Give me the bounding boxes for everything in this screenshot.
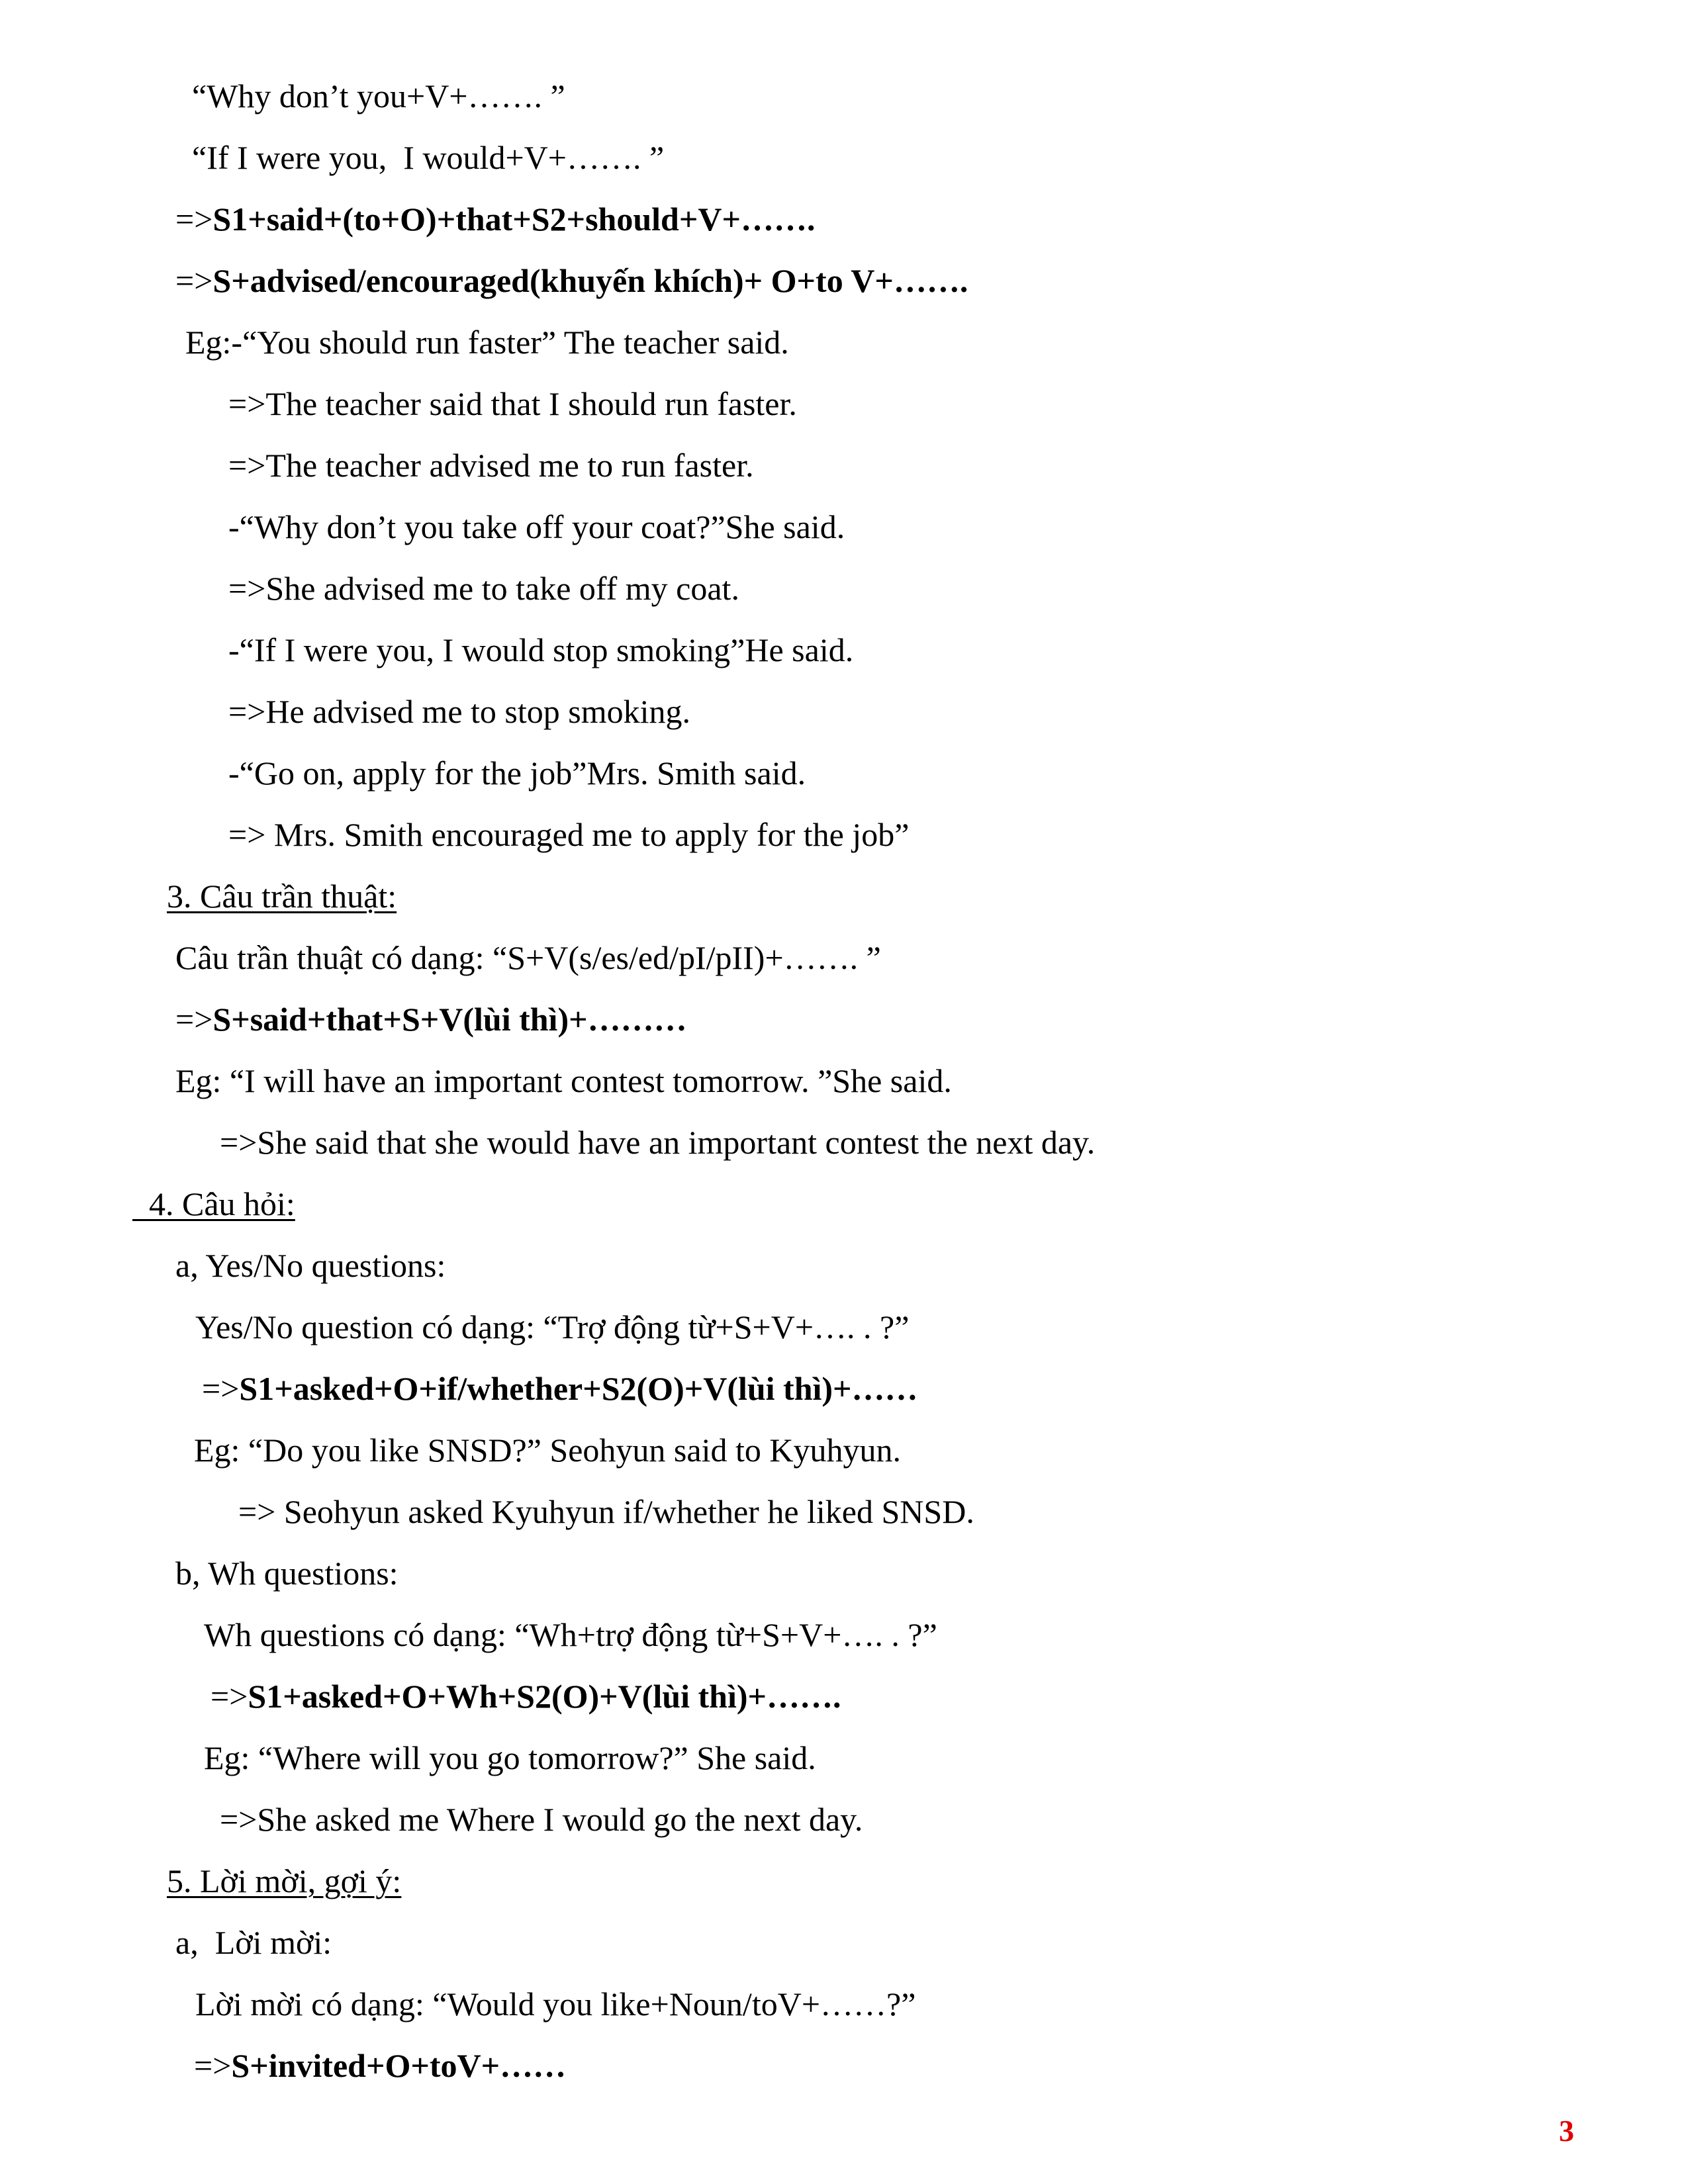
subheading-wh-questions: b, Wh questions: [175,1555,399,1592]
text-line-form: Yes/No question có dạng: “Trợ động từ+S+V+…. . ?” [195,1308,910,1345]
example-line: =>She advised me to take off my coat. [228,570,739,607]
page-number: 3 [1559,2114,1574,2148]
example-line: => Seohyun asked Kyuhyun if/whether he liked SNSD. [238,1493,974,1530]
formula-invited: =>S+invited+O+toV+…… [194,2047,567,2084]
example-line: =>She said that she would have an important contest the next day. [220,1124,1096,1161]
formula-advised-encouraged: =>S+advised/encouraged(khuyến khích)+ O+to V+……. [175,262,968,299]
example-line: =>The teacher advised me to run faster. [228,447,754,484]
text-line-form: Wh questions có dạng: “Wh+trợ động từ+S+V+…. . ?” [204,1616,937,1653]
example-heading-run-faster: Eg:-“You should run faster” The teacher said. [185,324,789,361]
example-line: Eg: “I will have an important contest tomorrow. ”She said. [175,1062,952,1099]
example-line: =>He advised me to stop smoking. [228,693,690,730]
text-line-if-i-were-you: “If I were you, I would+V+……. ” [192,139,665,176]
example-line: =>She asked me Where I would go the next day. [220,1801,863,1838]
subheading-yes-no-questions: a, Yes/No questions: [175,1247,446,1284]
section-heading-cau-tran-thuat: 3. Câu trần thuật: [167,878,397,915]
formula-asked-wh: =>S1+asked+O+Wh+S2(O)+V(lùi thì)+……. [211,1678,841,1715]
example-line: => Mrs. Smith encouraged me to apply for the job” [228,816,910,853]
formula-said-should: =>S1+said+(to+O)+that+S2+should+V+……. [175,201,816,238]
text-line-form: Câu trần thuật có dạng: “S+V(s/es/ed/pI/pII)+……. ” [175,939,881,976]
text-line-form: Lời mời có dạng: “Would you like+Noun/toV+……?” [195,1985,916,2023]
example-line: Eg: “Where will you go tomorrow?” She said. [204,1739,816,1776]
formula-said-that: =>S+said+that+S+V(lùi thì)+……… [175,1001,687,1038]
section-heading-loi-moi-goi-y: 5. Lời mời, gợi ý: [167,1862,402,1899]
section-heading-cau-hoi: 4. Câu hỏi: [149,1185,295,1222]
example-line: Eg: “Do you like SNSD?” Seohyun said to Kyuhyun. [194,1432,901,1469]
example-line: -“If I were you, I would stop smoking”He said. [228,631,854,668]
example-line: -“Why don’t you take off your coat?”She said. [228,508,845,545]
formula-asked-if-whether: =>S1+asked+O+if/whether+S2(O)+V(lùi thì)+…… [202,1370,918,1407]
text-line-why-dont-you: “Why don’t you+V+……. ” [192,77,565,114]
example-line: -“Go on, apply for the job”Mrs. Smith said. [228,754,806,792]
example-line: =>The teacher said that I should run faster. [228,385,797,422]
subheading-loi-moi: a, Lời mời: [175,1924,332,1961]
